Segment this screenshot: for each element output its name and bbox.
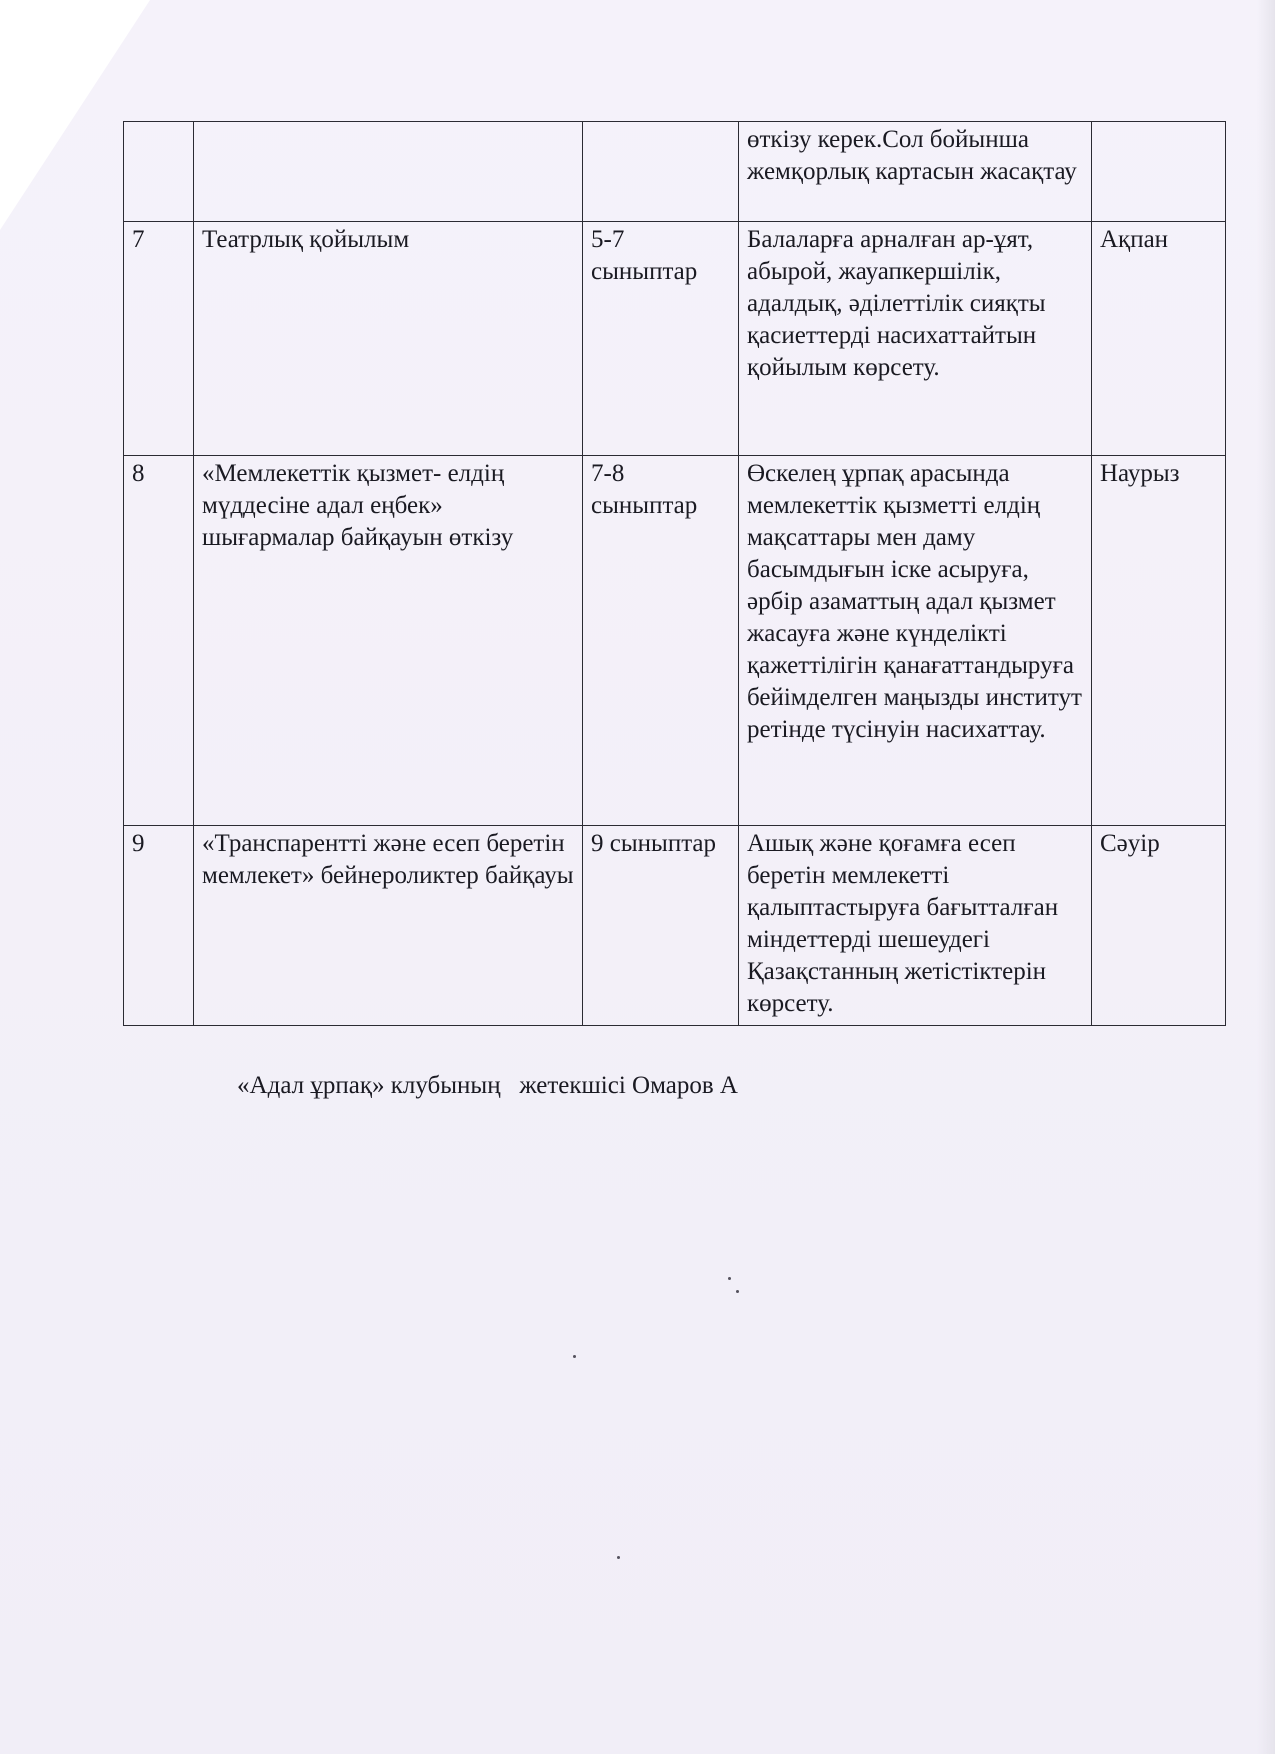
scan-speck [573,1355,576,1358]
table-row [124,222,1226,456]
event-description: өткізу керек.Сол бойынша жемқорлық картасын жасақтау [739,122,1092,222]
signature-text: «Адал ұрпақ» клубының жетекшісі Омаров А [237,1072,738,1099]
target-classes: 9 сыныптар [583,826,739,1026]
event-description: Балаларға арналған ар-ұят, абырой, жауапкершілік, адалдық, әділеттілік сияқты қасиеттерді насихаттайтын қойылым көрсету. [739,222,1092,456]
signature-line [0,1072,1275,1100]
event-name: «Транспарентті және есеп беретін мемлекет» бейнероликтер байқауы [194,826,583,1026]
event-name: «Мемлекеттік қызмет- елдің мүддесіне адал еңбек» шығармалар байқауын өткізу [194,456,583,826]
scan-edge [1257,0,1275,1754]
event-month: Ақпан [1092,222,1226,456]
event-month: Сәуір [1092,826,1226,1026]
row-number: 9 [124,826,194,1026]
scan-speck [728,1277,731,1280]
target-classes: 7-8 сыныптар [583,456,739,826]
scan-speck [617,1556,620,1559]
plan-table [123,121,1226,1026]
table-row [124,826,1226,1026]
target-classes: 5-7 сыныптар [583,222,739,456]
row-number: 7 [124,222,194,456]
event-month: Наурыз [1092,456,1226,826]
target-classes [583,122,739,222]
row-number [124,122,194,222]
table-row [124,122,1226,222]
event-description: Өскелең ұрпақ арасында мемлекеттік қызметті елдің мақсаттары мен даму басымдығын іске асыруға, әрбір азаматтың адал қызмет жасауға және күнделікті қажеттілігін қанағаттандыруға бейімделген маңызды институт ретінде түсінуін насихаттау. [739,456,1092,826]
scan-speck [736,1290,739,1293]
event-month [1092,122,1226,222]
event-description: Ашық және қоғамға есеп беретін мемлекетті қалыптастыруға бағытталған міндеттерді шешеудегі Қазақстанның жетістіктерін көрсету. [739,826,1092,1026]
table-row [124,456,1226,826]
row-number: 8 [124,456,194,826]
event-name [194,122,583,222]
event-name: Театрлық қойылым [194,222,583,456]
